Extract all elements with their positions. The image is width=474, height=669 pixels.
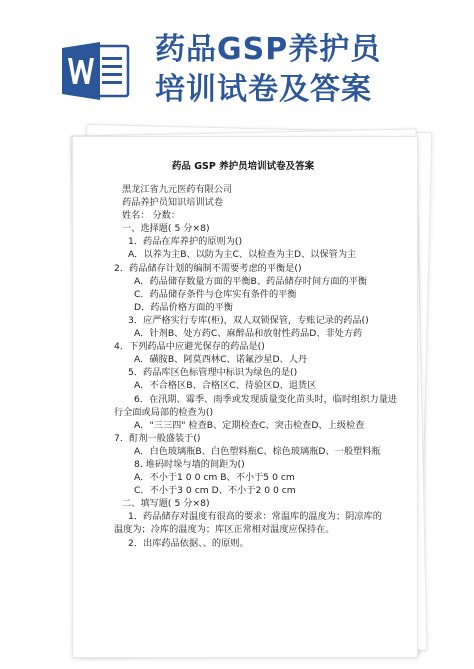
doc-line: 行全面或局部的检查为() — [114, 406, 214, 418]
banner-title-line1: 药品GSP养护员 — [155, 32, 382, 67]
doc-line: C．药品储存条件与仓库实有条件的平衡 — [134, 288, 297, 300]
banner-title-line2: 培训试卷及答案 — [155, 72, 372, 107]
doc-line: 姓名： 分数： — [122, 210, 181, 222]
doc-line: 一、选择题( 5 分×8) — [122, 223, 210, 235]
doc-line: 黑龙江省九元医药有限公司 — [122, 184, 233, 195]
doc-line: A．磺胺B、阿莫西林C、诺氟沙星D、人丹 — [134, 354, 308, 366]
doc-line: A．不合格区B、合格区C、待验区D、退货区 — [134, 380, 317, 392]
doc-line: 二、填写题( 5 分×8) — [122, 498, 210, 510]
doc-line: 2．药品储存计划的编制不需要考虑的平衡是() — [114, 262, 302, 274]
doc-line: A．不小于1 0 0 cm B、不小于5 0 cm — [134, 472, 295, 484]
doc-line: 温度为；冷库的温度为；库区正常相对温度应保持在。 — [114, 524, 335, 536]
banner — [0, 0, 474, 125]
doc-line: 1．药品储存对温度有很高的要求：常温库的温度为；阴凉库的 — [128, 511, 382, 523]
word-document-icon — [62, 40, 130, 102]
doc-line: A．针剂B、处方药C、麻醉品和放射性药品D、非处方药 — [134, 328, 363, 340]
doc-line: D．药品价格方面的平衡 — [134, 301, 233, 313]
doc-line: 4．下列药品中应避光保存的药品是() — [114, 341, 265, 353]
doc-line: 7．酊剂一般盛装于() — [114, 432, 201, 444]
doc-line: 8. 堆码时垛与墙的间距为() — [134, 458, 245, 470]
doc-line: 药品养护员知识培训试卷 — [122, 197, 224, 209]
doc-line: A．"三三四" 检查B、定期检查C、突击检查D、上级检查 — [134, 419, 365, 431]
document-title: 药品 GSP 养护员培训试卷及答案 — [171, 161, 315, 172]
document-page — [78, 158, 408, 550]
doc-line: A．以养为主B、以防为主C、以检查为主D、以保管为主 — [128, 249, 357, 261]
doc-line: A．药品储存数量方面的平衡B、药品储存时间方面的平衡 — [134, 275, 368, 287]
doc-line: A．白色玻璃瓶B、白色塑料瓶C、棕色玻璃瓶D、一般塑料瓶 — [134, 445, 381, 457]
doc-line: 5．药品库区色标管理中标识为绿色的是() — [128, 367, 298, 379]
doc-line: 2．出库药品依据、、的原则。 — [128, 537, 249, 549]
doc-line: 6．在汛期、霉季、雨季或发现质量变化苗头时，临时组织力量进 — [134, 393, 398, 405]
doc-line: 1．药品在库养护的原则为() — [128, 236, 243, 248]
doc-line: 3．应严格实行专库(柜)，双人双锁保管，专账记录的药品() — [128, 314, 369, 326]
doc-line: C．不小于3 0 cm D、不小于2 0 0 cm — [134, 485, 296, 497]
